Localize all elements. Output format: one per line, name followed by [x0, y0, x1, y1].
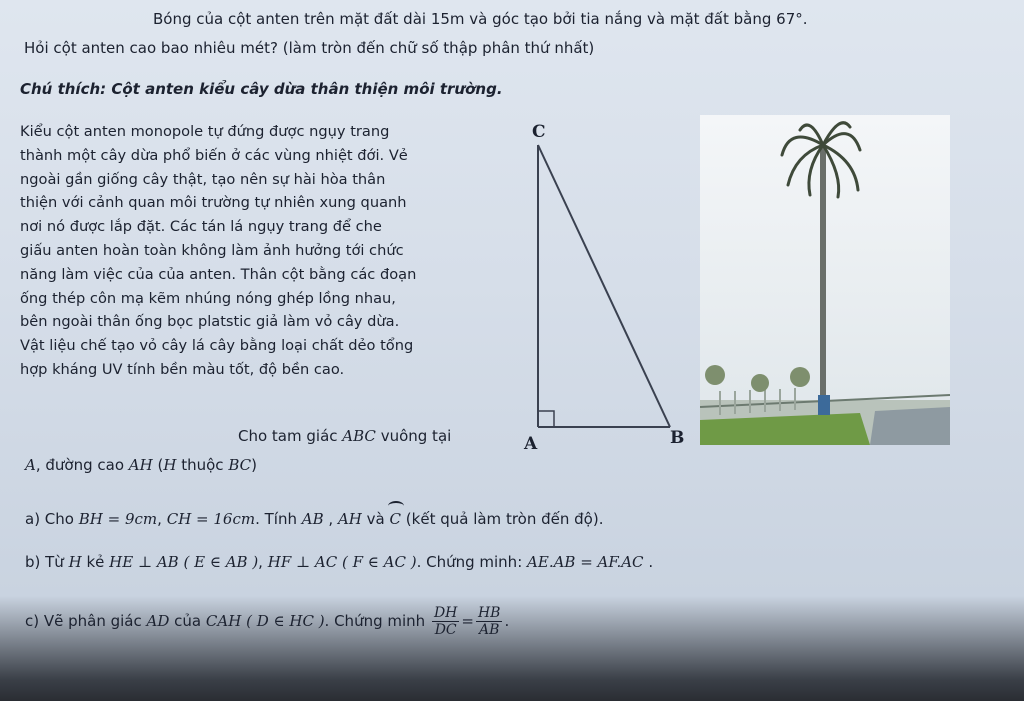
- description-line: hợp kháng UV tính bền màu tốt, độ bền cao.: [20, 360, 345, 378]
- period: .: [504, 612, 510, 630]
- question-a: [25, 510, 603, 528]
- question-b: [25, 553, 653, 571]
- question-label: a) Cho: [25, 510, 74, 528]
- vertex-label-a: A: [524, 434, 538, 454]
- vertex-label-b: B: [670, 428, 685, 448]
- description-line: ngoài gần giống cây thật, tạo nên sự hài hòa thân: [20, 170, 386, 188]
- denominator: AB: [479, 622, 500, 638]
- question-label: b) Từ: [25, 553, 64, 571]
- period: .: [648, 553, 654, 571]
- triangle-diagram: [510, 115, 700, 460]
- description-line: ống thép côn mạ kẽm nhúng nóng ghép lồng nhau,: [20, 289, 396, 307]
- ab-symbol: AB: [301, 510, 324, 528]
- description-line: Kiểu cột anten monopole tự đứng được ngụy trang: [20, 123, 390, 140]
- given-line-1: [238, 427, 451, 445]
- equation: AE.AB = AF.AC: [527, 553, 644, 571]
- question-text: . Tính: [255, 510, 297, 528]
- photo-caption: Chú thích: Cột anten kiểu cây dừa thân thiện môi trường.: [20, 80, 503, 98]
- e-in-ab: ( E ∈ AB ): [183, 553, 259, 571]
- separator: ,: [157, 510, 162, 528]
- given-text: thuộc: [181, 456, 224, 474]
- given-text: ): [251, 456, 257, 474]
- palm-antenna-photo: [700, 115, 950, 445]
- question-label: c) Vẽ phân giác: [25, 612, 142, 630]
- side-cb: [538, 145, 670, 427]
- numerator: HB: [477, 605, 501, 621]
- denominator: DC: [434, 622, 457, 638]
- description-line: thiện với cảnh quan môi trường tự nhiên xung quanh: [20, 194, 407, 212]
- antenna-description: [20, 120, 500, 382]
- right-angle-marker: [538, 411, 554, 427]
- fraction-hb-ab: [476, 605, 503, 638]
- separator: ,: [258, 553, 263, 571]
- vertex-label-c: C: [532, 122, 546, 142]
- description-line: thành một cây dừa phổ biến ở các vùng nhiệt đới. Vẻ: [20, 146, 408, 164]
- altitude-ah: AH: [128, 456, 153, 474]
- description-line: năng làm việc của của anten. Thân cột bằng các đoạn: [20, 265, 417, 283]
- description-line: giấu anten hoàn toàn không làm ảnh hưởng tới chức: [20, 241, 404, 259]
- angle-cah: CAH: [205, 612, 242, 630]
- question-text: (kết quả làm tròn đến độ).: [405, 510, 604, 528]
- equals-sign: =: [461, 612, 474, 630]
- conjunction: và: [366, 510, 385, 528]
- point-h: H: [163, 456, 177, 474]
- problem-line-1: Bóng của cột anten trên mặt đất dài 15m và góc tạo bởi tia nắng và mặt đất bằng 67°.: [153, 10, 808, 28]
- angle-c-symbol: C: [389, 510, 402, 528]
- bh-value: BH = 9cm: [78, 510, 158, 528]
- description-line: bên ngoài thân ống bọc platstic giả làm vỏ cây dừa.: [20, 313, 400, 331]
- question-text: kẻ: [86, 553, 105, 571]
- problem-line-2: Hỏi cột anten cao bao nhiêu mét? (làm tròn đến chữ số thập phân thứ nhất): [24, 39, 595, 57]
- question-text: . Chứng minh:: [416, 553, 523, 571]
- description-line: Vật liệu chế tạo vỏ cây lá cây bằng loại chất dẻo tổng: [20, 337, 414, 355]
- given-text: , đường cao: [35, 456, 124, 474]
- vertex-a: A: [25, 456, 36, 474]
- segment-bc: BC: [228, 456, 252, 474]
- triangle-name: ABC: [342, 427, 376, 445]
- question-text: của: [174, 612, 202, 630]
- ah-symbol: AH: [337, 510, 362, 528]
- fraction-dh-dc: [432, 605, 459, 638]
- numerator: DH: [433, 605, 458, 621]
- ad-symbol: AD: [146, 612, 170, 630]
- given-text: vuông tại: [380, 427, 452, 445]
- given-line-2: [25, 456, 257, 474]
- description-line: nơi nó được lắp đặt. Các tán lá ngụy trang để che: [20, 218, 382, 236]
- hf-perp-ac: HF ⊥ AC: [267, 553, 338, 571]
- separator: ,: [328, 510, 334, 528]
- question-text: . Chứng minh: [324, 612, 426, 630]
- ch-value: CH = 16cm: [166, 510, 256, 528]
- point-h: H: [68, 553, 82, 571]
- d-in-hc: ( D ∈ HC ): [246, 612, 325, 630]
- question-c: [25, 605, 509, 638]
- given-text: Cho tam giác: [238, 427, 338, 445]
- he-perp-ab: HE ⊥ AB: [109, 553, 179, 571]
- f-in-ac: ( F ∈ AC ): [341, 553, 417, 571]
- given-text: (: [157, 456, 164, 474]
